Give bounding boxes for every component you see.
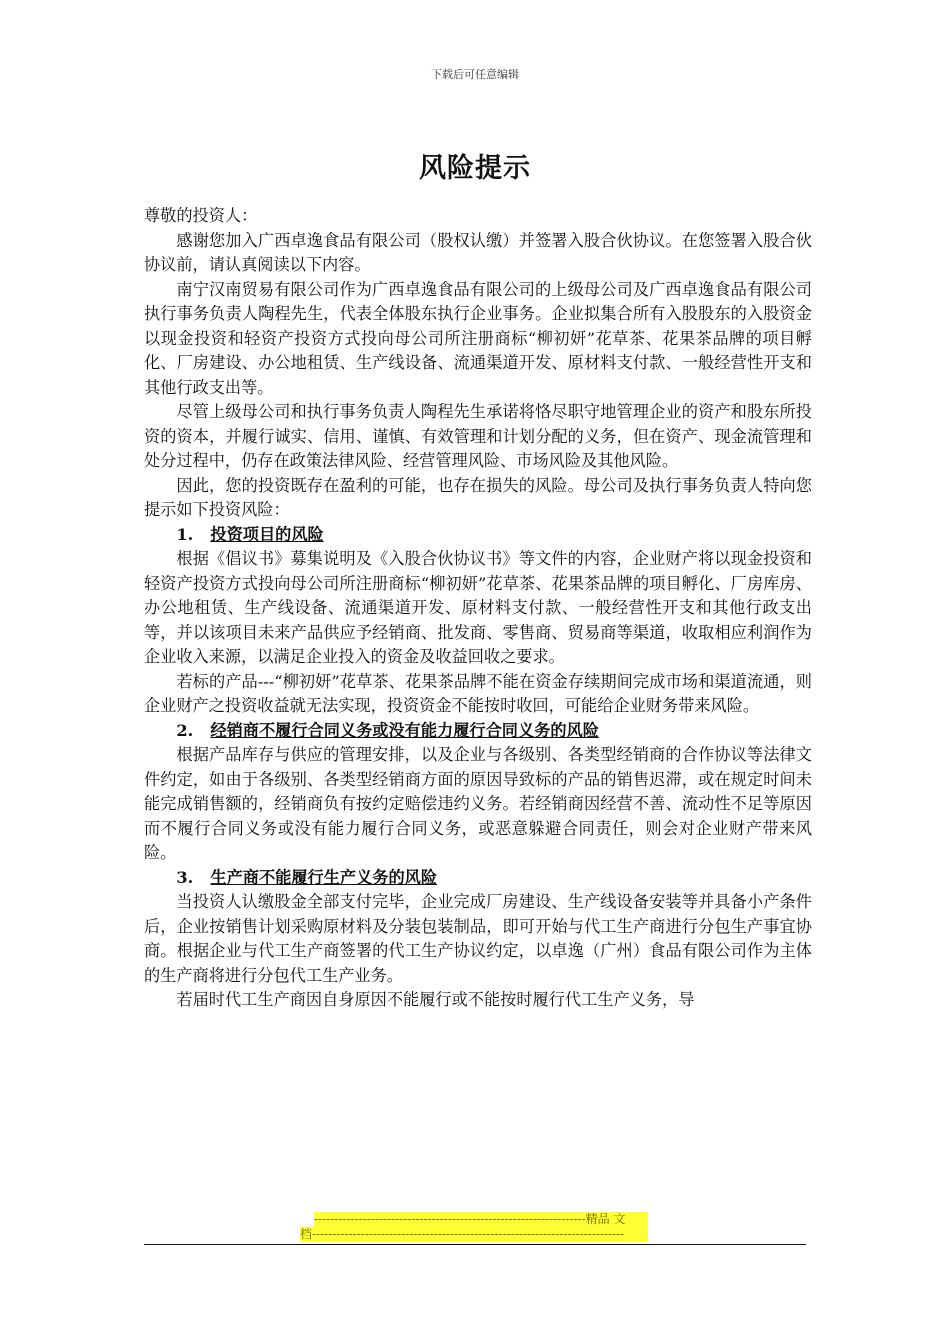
intro-paragraph: 感谢您加入广西卓逸食品有限公司（股权认缴）并签署入股合伙协议。在您签署入股合伙协议前，请认真阅读以下内容。 [144,230,812,274]
footer-line: 档----------------------------------------------------------------------------- [300,1227,648,1242]
document-body [144,204,812,1013]
intro-paragraph: 因此，您的投资既存在盈利的可能，也存在损失的风险。母公司及执行事务负责人特向您提示如下投资风险： [144,475,812,519]
footer-watermark [300,1212,650,1242]
section-number: 3. [176,867,194,887]
page-title: 风险提示 [419,153,531,184]
intro-paragraph: 尽管上级母公司和执行事务负责人陶程先生承诺将恪尽职守地管理企业的资产和股东所投资的资本，并履行诚实、信用、谨慎、有效管理和计划分配的义务，但在资产、现金流管理和处分过程中，仍存在政策法律风险、经营管理风险、市场风险及其他风险。 [144,402,812,470]
header-note: 下载后可任意编辑 [431,68,519,81]
section-paragraph: 若届时代工生产商因自身原因不能履行或不能按时履行代工生产义务，导 [176,990,695,1009]
section-title: 经销商不履行合同义务或没有能力履行合同义务的风险 [210,720,599,740]
section-heading [144,719,812,744]
section-heading [144,523,812,548]
section-paragraph: 根据产品库存与供应的管理安排，以及企业与各级别、各类型经销商的合作协议等法律文件约定，如由于各级别、各类型经销商方面的原因导致标的产品的销售迟滞，或在规定时间未能完成销售额的，经销商负有按约定赔偿违约义务。若经销商因经营不善、流动性不足等原因而不履行合同义务或没有能力履行合同义务，或恶意躲避合同责任，则会对企业财产带来风险。 [144,745,812,862]
section-title: 生产商不能履行生产义务的风险 [210,867,438,887]
section-paragraph: 根据《倡议书》募集说明及《入股合伙协议书》等文件的内容，企业财产将以现金投资和轻资产投资方式投向母公司所注册商标“柳初妍”花草茶、花果茶品牌的项目孵化、厂房库房、办公地租赁、生产线设备、流通渠道开发、原材料支付款、一般经营性开支和其他行政支出等，并以该项目未来产品供应予经销商、批发商、零售商、贸易商等渠道，收取相应利润作为企业收入来源，以满足企业投入的资金及收益回收之要求。 [144,549,812,666]
salutation: 尊敬的投资人： [144,206,258,225]
section-number: 1. [176,524,194,544]
section-title: 投资项目的风险 [210,524,324,544]
footer-line: -------------------------------------------------------------------精品 文 [314,1212,648,1227]
section-number: 2. [176,720,194,740]
section-heading [144,866,812,891]
intro-paragraph: 南宁汉南贸易有限公司作为广西卓逸食品有限公司的上级母公司及广西卓逸食品有限公司执行事务负责人陶程先生，代表全体股东执行企业事务。企业拟集合所有入股股东的入股资金以现金投资和轻资产投资方式投向母公司所注册商标“柳初妍”花草茶、花果茶品牌的项目孵化、厂房建设、办公地租赁、生产线设备、流通渠道开发、原材料支付款、一般经营性开支和其他行政支出等。 [144,279,812,397]
section-paragraph: 若标的产品---“柳初妍”花草茶、花果茶品牌不能在资金存续期间完成市场和渠道流通，则企业财产之投资收益就无法实现，投资资金不能按时收回，可能给企业财务带来风险。 [144,671,812,715]
footer-divider [144,1244,806,1245]
section-paragraph: 当投资人认缴股金全部支付完毕，企业完成厂房建设、生产线设备安装等并具备小产条件后，企业按销售计划采购原材料及分装包装制品，即可开始与代工生产商进行分包生产事宜协商。根据企业与代工生产商签署的代工生产协议约定，以卓逸（广州）食品有限公司作为主体的生产商将进行分包代工生产业务。 [144,892,812,985]
